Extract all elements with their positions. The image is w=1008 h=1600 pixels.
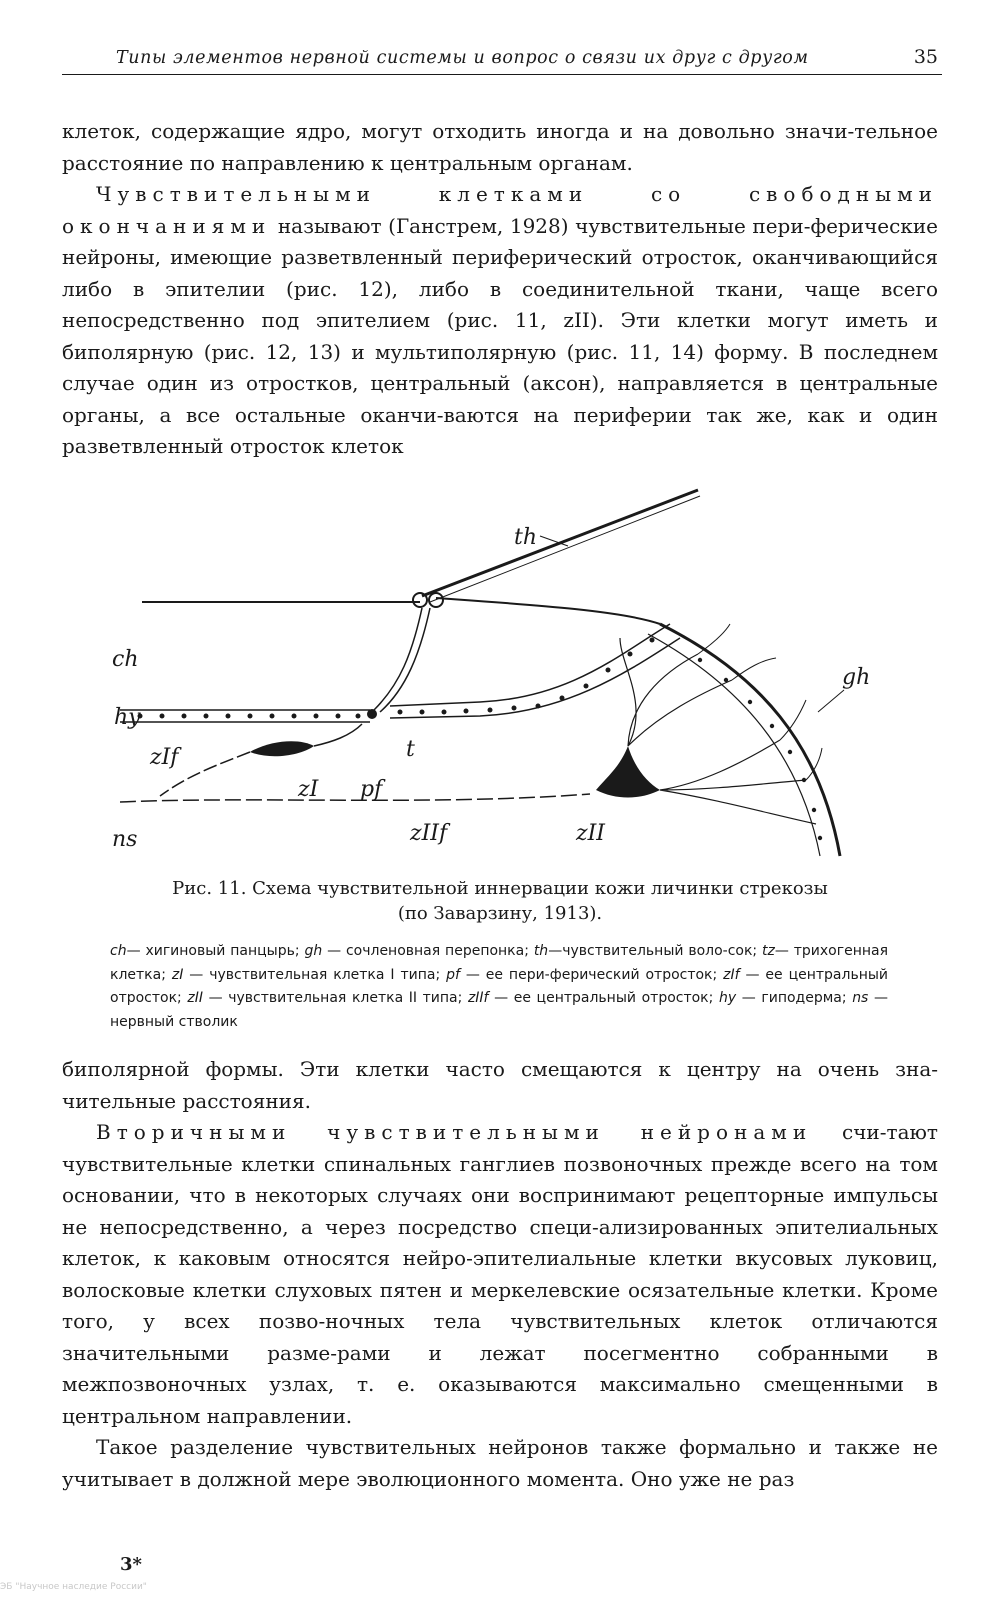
label-th: th [514,525,538,550]
dendrite-to-hair-edge [380,608,430,712]
zII-fine-branches [698,624,822,780]
leader-gh [818,690,844,712]
paragraph-3: биполярной формы. Эти клетки часто смещаются к центру на очень зна-чительные расстояния. [62,1057,938,1113]
legend-key: tz [762,943,775,959]
legend-key: pf [446,966,460,983]
peripheral-process [314,724,362,746]
caption-line-2: (по Заварзину, 1913). [397,903,603,924]
legend-text: —чувствительный воло-сок; [548,943,763,959]
hypodermis-top [120,624,670,710]
label-ch: ch [112,647,139,672]
legend-key: th [533,943,549,959]
nerve-trunk [120,794,590,802]
legend-text: — хигиновый панцырь; [126,943,305,959]
paragraph-1: клеток, содержащие ядро, могут отходить иногда и на довольно значи-тельное расстояние по направлению к центральным органам. [62,119,938,175]
figure-caption [100,876,900,926]
legend-text: — нервный стволик [110,990,888,1030]
chitin-surface-right [436,598,660,624]
body-text-bottom [62,1054,938,1495]
watermark: ЭБ "Научное наследие России" [0,1582,147,1592]
trichogen-cell [367,709,377,719]
legend-key: hy [718,990,737,1006]
paragraph-4 [62,1117,938,1432]
legend-text: — гиподерма; [736,990,853,1006]
label-t: t [406,737,415,762]
signature-mark: 3* [120,1554,142,1575]
caption-line-1: Рис. 11. Схема чувствительной иннервации кожи личинки стрекозы [172,878,828,899]
paragraph-5: Такое разделение чувствительных нейронов также формально и также не учитывает в должной мере эволюционного момента. Оно уже не раз [62,1435,938,1491]
label-gh: gh [842,665,871,690]
articular-membrane [660,624,840,856]
page-number: 35 [913,46,938,68]
legend-text: — ее центральный отросток; [488,990,719,1006]
legend-text: — ее центральный отросток; [110,966,889,1006]
term-free-endings: Чувствительными клетками со свободными окончаниями [62,182,938,238]
legend-text: — чувствительная клетка I типа; [183,966,447,983]
label-zII: zII [576,821,605,846]
legend-text: — трихогенная клетка; [110,943,889,983]
legend-key: zIf [723,966,740,983]
legend-key: zI [171,966,184,983]
label-hy: hy [114,705,141,730]
running-title: Типы элементов нервной системы и вопрос о связи их друг с другом [116,48,809,68]
zII-branches [620,638,816,824]
label-pf: pf [360,777,383,802]
legend-key: ch [110,943,127,959]
paragraph-2 [62,179,938,463]
paragraph-2-text: называют (Ганстрем, 1928) чувствительные пери-ферические нейроны, имеющие разветвленный периферический отросток, оканчивающийся либо в эпителии (рис. 12), либо в соединительной ткани, чаще всего непосредственно под эпителием (рис. 11, zII). Эти клетки могут иметь и биполярную (рис. 12, 13) и мультиполярную (рис. 11, 14) форму. В последнем случае один из отростков, центральный (аксон), направляется в центральные органы, а все остальные оканчи-ваются на периферии так же, как и один разветвленный отросток клеток [62,213,938,458]
paragraph-4-text: счи-тают чувствительные клетки спинальных ганглиев позвоночных прежде всего на том основании, что в некоторых случаях они воспринимают рецепторные импульсы не непосредственно, а через посредство специ-ализированных эпителиальных клеток, к каковым относятся нейро-эпителиальные клетки вкусовых луковиц, волосковые клетки слуховых пятен и меркелевские осязательные клетки. Кроме того, у всех позво-ночных тела чувствительных клеток отличаются значительными разме-рами и лежат посегментно собранными в межпозвоночных узлах, т. е. оказываются максимально смещенными в центральном направлении. [62,1120,938,1428]
header-rule [62,74,942,75]
figure-legend [110,940,888,1034]
label-zIf: zIf [150,745,179,770]
running-header [62,44,942,80]
term-secondary-neurons: Вторичными чувствительными нейронами [96,1120,813,1144]
label-zIIf: zIIf [410,821,448,846]
hair-socket [413,593,427,607]
legend-text: — ее пери-ферический отросток; [459,966,724,983]
label-ns: ns [112,827,138,852]
legend-text: — чувствительная клетка II типа; [202,990,468,1006]
legend-key: zIIf [467,990,489,1006]
sensory-cell-type-1 [250,741,314,756]
sensory-hair-edge [430,496,700,602]
sensory-cell-type-2 [596,746,660,798]
legend-key: gh [304,943,323,959]
legend-key: zII [187,990,203,1006]
legend-text: — сочленовная перепонка; [322,943,534,959]
body-text-top [62,116,938,463]
figure-diagram [100,484,900,864]
legend-key: ns [852,990,869,1006]
label-zI: zI [298,777,319,802]
figure-11 [100,484,900,864]
articular-membrane-inner [648,634,820,856]
